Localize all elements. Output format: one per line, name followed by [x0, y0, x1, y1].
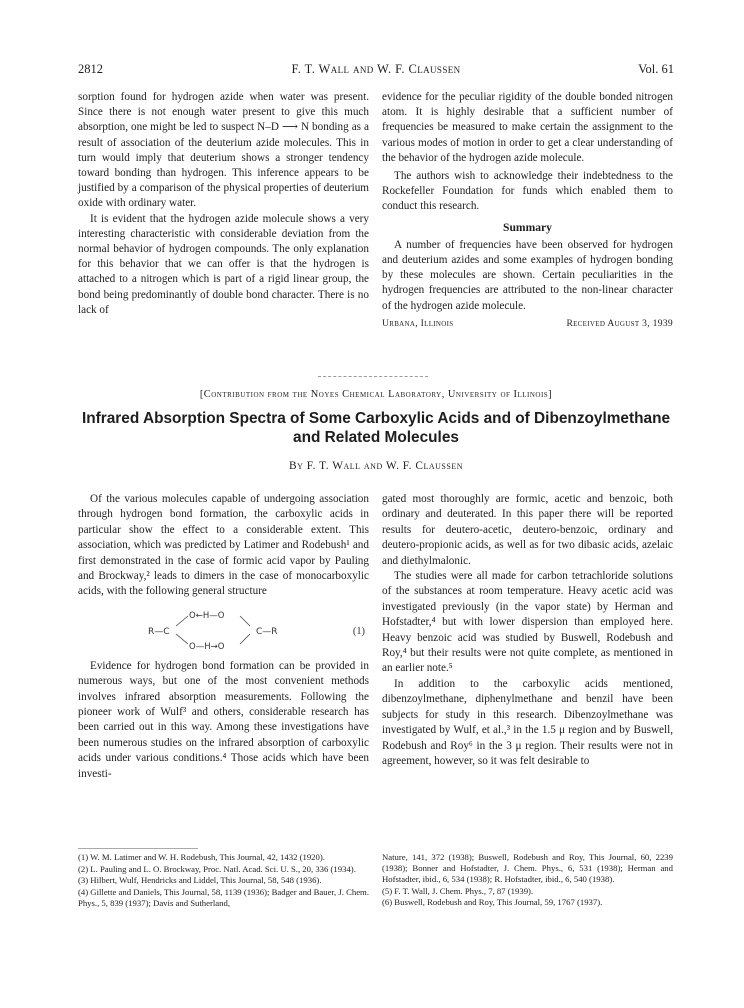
paragraph: It is evident that the hydrogen azide molecule shows a very interesting characteristic with considerable deviation from the normal behavior of hydrogen compounds. The only explanation for this behavior that we can offer is that the hydrogen is attached to a nitrogen which is part of a rigid linear group, the bond being predominantly of double bond character. There is no lack of — [78, 212, 369, 316]
running-head-authors: F. T. Wall and W. F. Claussen — [291, 62, 461, 76]
summary-heading: Summary — [503, 220, 552, 234]
byline: By F. T. Wall and W. F. Claussen — [289, 460, 463, 472]
dimer-structure-svg — [78, 604, 369, 656]
bond-line — [240, 634, 250, 644]
paragraph: Evidence for hydrogen bond formation can be provided in numerous ways, but one of the most convenient methods involves infrared absorption measurements. Following the pioneer work of Wulf³ and others, considerable research has been carried out in this way. Among these investigations have been numerous studies on the infrared absorption of carboxylic acids under various conditions.⁴ Those acids which have been investi- — [78, 659, 369, 780]
footnote: (3) Hilbert, Wulf, Hendricks and Liddel, This Journal, 58, 548 (1936). — [78, 875, 322, 885]
prev-article-column-left — [78, 90, 369, 318]
footnote: (6) Buswell, Rodebush and Roy, This Journal, 59, 1767 (1937). — [382, 897, 603, 907]
contribution-line: [Contribution from the Noyes Chemical Laboratory, University of Illinois] — [199, 389, 553, 400]
bottom-hydrogen-bond: O—H→O — [189, 641, 225, 652]
author-location: Urbana, Illinois — [382, 317, 454, 329]
article-column-left — [78, 492, 369, 782]
page-number: 2812 — [78, 62, 103, 76]
received-date: Received August 3, 1939 — [566, 317, 673, 329]
paragraph: In addition to the carboxylic acids mentioned, dibenzoylmethane, diphenylmethane and benzil have been subjects for study in this research. Dibenzoylmethane was investigated by Wulf, et al.,³ in the 1.5 μ region and by Buswell, Rodebush and Roy⁶ in the 3 μ region. Their results were not in agreement, however, so it was felt desirable to — [382, 677, 673, 767]
footnote: (1) W. M. Latimer and W. H. Rodebush, This Journal, 42, 1432 (1920). — [78, 852, 325, 862]
article-divider — [318, 376, 428, 377]
footnote: (2) L. Pauling and L. O. Brockway, Proc. Natl. Acad. Sci. U. S., 20, 336 (1934). — [78, 863, 356, 874]
bond-line — [176, 616, 188, 626]
article-column-right — [382, 492, 673, 769]
summary-text: A number of frequencies have been observed for hydrogen and deuterium azides and some examples of hydrogen bonding by these molecules are shown. Certain peculiarities in the hydrogen frequencies are attributed to the non-linear character of the hydrogen azide molecule. — [382, 238, 673, 312]
signature-row — [382, 316, 673, 331]
paragraph: sorption found for hydrogen azide when water was present. Since there is not enough water present to give this much absorption, one might be led to suspect N–D ⟶ N bonding as a result of association of the deuterium azide molecules. This in turn would imply that deuterium shows a stronger tendency toward bonding than hydrogen. This inference appears to be justified by a comparison of the physical properties of deuterium oxide with ordinary water. — [78, 91, 369, 210]
footnotes-right — [382, 852, 673, 909]
paragraph: gated most thoroughly are formic, acetic and benzoic, both ordinary and deuterated. In this paper there will be reported results for deutero-acetic, deutero-benzoic, ordinary and deutero-propionic acids, as well as for two dibasic acids, azelaic and diethylmalonic. — [382, 493, 673, 567]
dimer-structure-diagram — [78, 604, 369, 656]
paragraph: evidence for the peculiar rigidity of the double bonded nitrogen atom. It is highly desirable that a sufficient number of frequencies be measured to make certain the assignment to the various modes of motion in order to get a clear understanding of the behavior of the hydrogen azide molecule. — [382, 91, 673, 164]
article-title — [78, 409, 674, 447]
footnote-rule — [78, 848, 198, 849]
paragraph: The studies were all made for carbon tetrachloride solutions of the substances at room temperature. Heavy acetic acid was investigated previously (in the vapor state) by Herman and Hofstadter,⁴ but with lower dispersion than employed here. Heavy benzoic acid was studied by Buswell, Rodebush and Roy,⁴ but their results were not quite complete, as mentioned in an earlier note.⁵ — [382, 570, 673, 675]
footnotes-left — [78, 852, 369, 909]
equation-number: (1) — [352, 625, 365, 637]
right-group: C—R — [256, 626, 278, 637]
acknowledgment: The authors wish to acknowledge their indebtedness to the Rockefeller Foundation for funds which enabled them to conduct this research. — [382, 170, 673, 213]
article-title-line: and Related Molecules — [293, 429, 459, 446]
footnote: (4) Gillette and Daniels, This Journal, 58, 1139 (1936); Badger and Bauer, J. Chem. Phys., 5, 839 (1937); Davis and Sutherland, — [78, 886, 369, 908]
footnote: (5) F. T. Wall, J. Chem. Phys., 7, 87 (1939). — [382, 885, 534, 896]
paragraph: Of the various molecules capable of undergoing association through hydrogen bond formation, the carboxylic acids in particular show the effect to a considerable extent. This association, which was predicted by Latimer and Rodebush¹ and first demonstrated in the case of formic acid vapor by Pauling and Brockway,² leads to dimers in the case of monocarboxylic acids, with the following general structure — [78, 493, 369, 598]
article-title-line: Infrared Absorption Spectra of Some Carboxylic Acids and of Dibenzoylmethane — [81, 410, 671, 427]
prev-article-column-right — [382, 90, 673, 331]
bond-line — [240, 616, 250, 626]
footnote: Nature, 141, 372 (1938); Buswell, Rodebush and Roy, This Journal, 60, 2239 (1938); Bonner and Hofstadter, J. Chem. Phys., 6, 531 (1938); Herman and Hofstadter, ibid., 6, 534 (1938); R. Hofstadter, ibid., 6, 540 (1938). — [382, 852, 673, 884]
bond-line — [176, 634, 188, 644]
left-group: R—C — [148, 626, 170, 637]
top-hydrogen-bond: O←H—O — [189, 610, 225, 621]
volume-label: Vol. 61 — [638, 62, 674, 76]
running-head — [78, 62, 674, 80]
